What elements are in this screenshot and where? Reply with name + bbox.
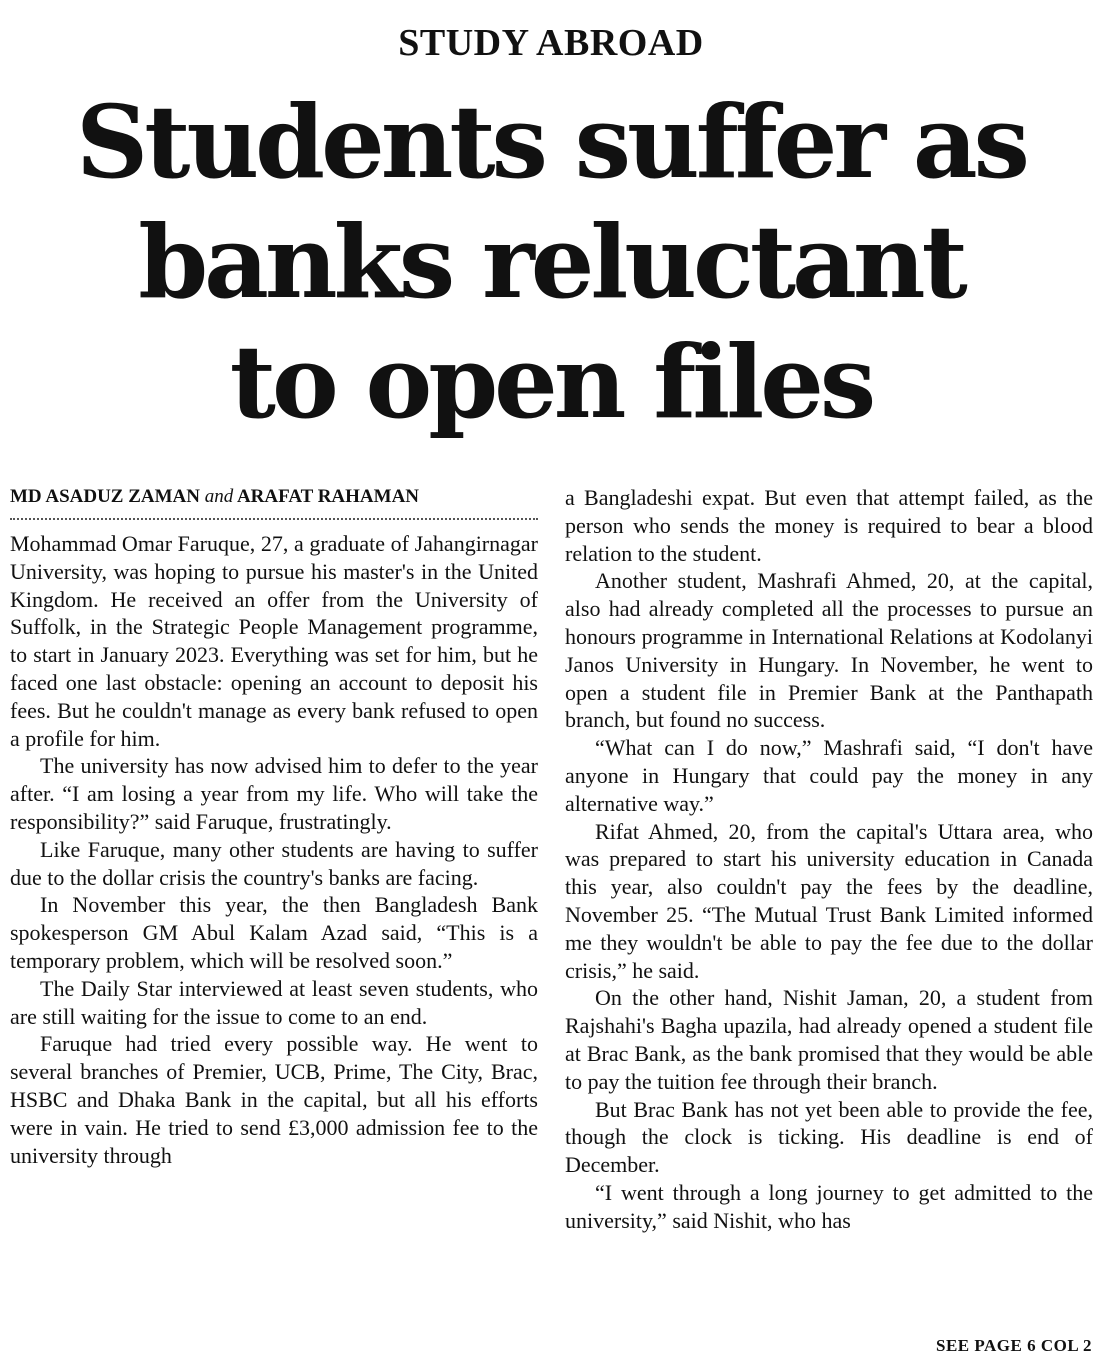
paragraph: “I went through a long journey to get admitted to the university,” said Nishit, who has — [565, 1179, 1093, 1233]
paragraph: a Bangladeshi expat. But even that attempt failed, as the person who sends the money is required to bear a blood relation to the student. — [565, 485, 1093, 566]
paragraph: “What can I do now,” Mashrafi said, “I don't have anyone in Hungary that could pay the money in any alternative way.” — [565, 735, 1093, 816]
paragraph: Another student, Mashrafi Ahmed, 20, at the capital, also had already completed all the processes to pursue an honours programme in International Relations at Kodolanyi Janos University in Hungary. In November, he went to open a student file in Premier Bank at the Panthapath branch, but found no success. — [565, 568, 1093, 733]
paragraph: Mohammad Omar Faruque, 27, a graduate of Jahangirnagar University, was hoping to pursue his master's in the United Kingdom. He received an offer from the University of Suffolk, in the Strategic People Management programme, to start in January 2023. Everything was set for him, but he faced one last obstacle: opening an account to deposit his fees. But he couldn't manage as every bank refused to open a profile for him. — [10, 531, 538, 751]
article-column-left — [10, 484, 538, 1169]
paragraph: Like Faruque, many other students are having to suffer due to the dollar crisis the country's banks are facing. — [10, 836, 538, 890]
paragraph: But Brac Bank has not yet been able to provide the fee, though the clock is ticking. His deadline is end of December. — [565, 1096, 1093, 1178]
byline — [10, 484, 538, 520]
paragraph: On the other hand, Nishit Jaman, 20, a student from Rajshahi's Bagha upazila, had already opened a student file at Brac Bank, as the bank promised that they would be able to pay the tuition fee through their branch. — [565, 985, 1093, 1094]
paragraph: Rifat Ahmed, 20, from the capital's Uttara area, who was prepared to start his university education in Canada this year, also couldn't pay the fees by the deadline, November 25. “The Mutual Trust Bank Limited informed me they wouldn't be able to pay the fee due to the dollar crisis,” he said. — [565, 818, 1093, 983]
section-label: STUDY ABROAD — [398, 22, 704, 64]
headline-line-3: to open files — [229, 323, 873, 441]
paragraph: In November this year, the then Bangladesh Bank spokesperson GM Abul Kalam Azad said, “This is a temporary problem, which will be resolved soon.” — [10, 892, 538, 973]
article-column-right — [565, 484, 1093, 1235]
paragraph: The Daily Star interviewed at least seven students, who are still waiting for the issue to come to an end. — [10, 975, 538, 1029]
byline-conjunction: and — [204, 486, 234, 507]
headline — [0, 82, 1102, 442]
paragraph: Faruque had tried every possible way. He went to several branches of Premier, UCB, Prime, The City, Brac, HSBC and Dhaka Bank in the capital, but all his efforts were in vain. He tried to send £3,000 admission fee to the university through — [10, 1031, 538, 1168]
headline-line-2: banks reluctant — [138, 203, 964, 321]
byline-author-2: ARAFAT RAHAMAN — [236, 486, 420, 507]
continued-on-page: SEE PAGE 6 COL 2 — [936, 1336, 1092, 1355]
headline-line-1: Students suffer as — [76, 83, 1026, 201]
paragraph: The university has now advised him to defer to the year after. “I am losing a year from my life. Who will take the responsibility?” said Faruque, frustratingly. — [10, 753, 538, 834]
byline-author-1: MD ASADUZ ZAMAN — [10, 486, 200, 507]
